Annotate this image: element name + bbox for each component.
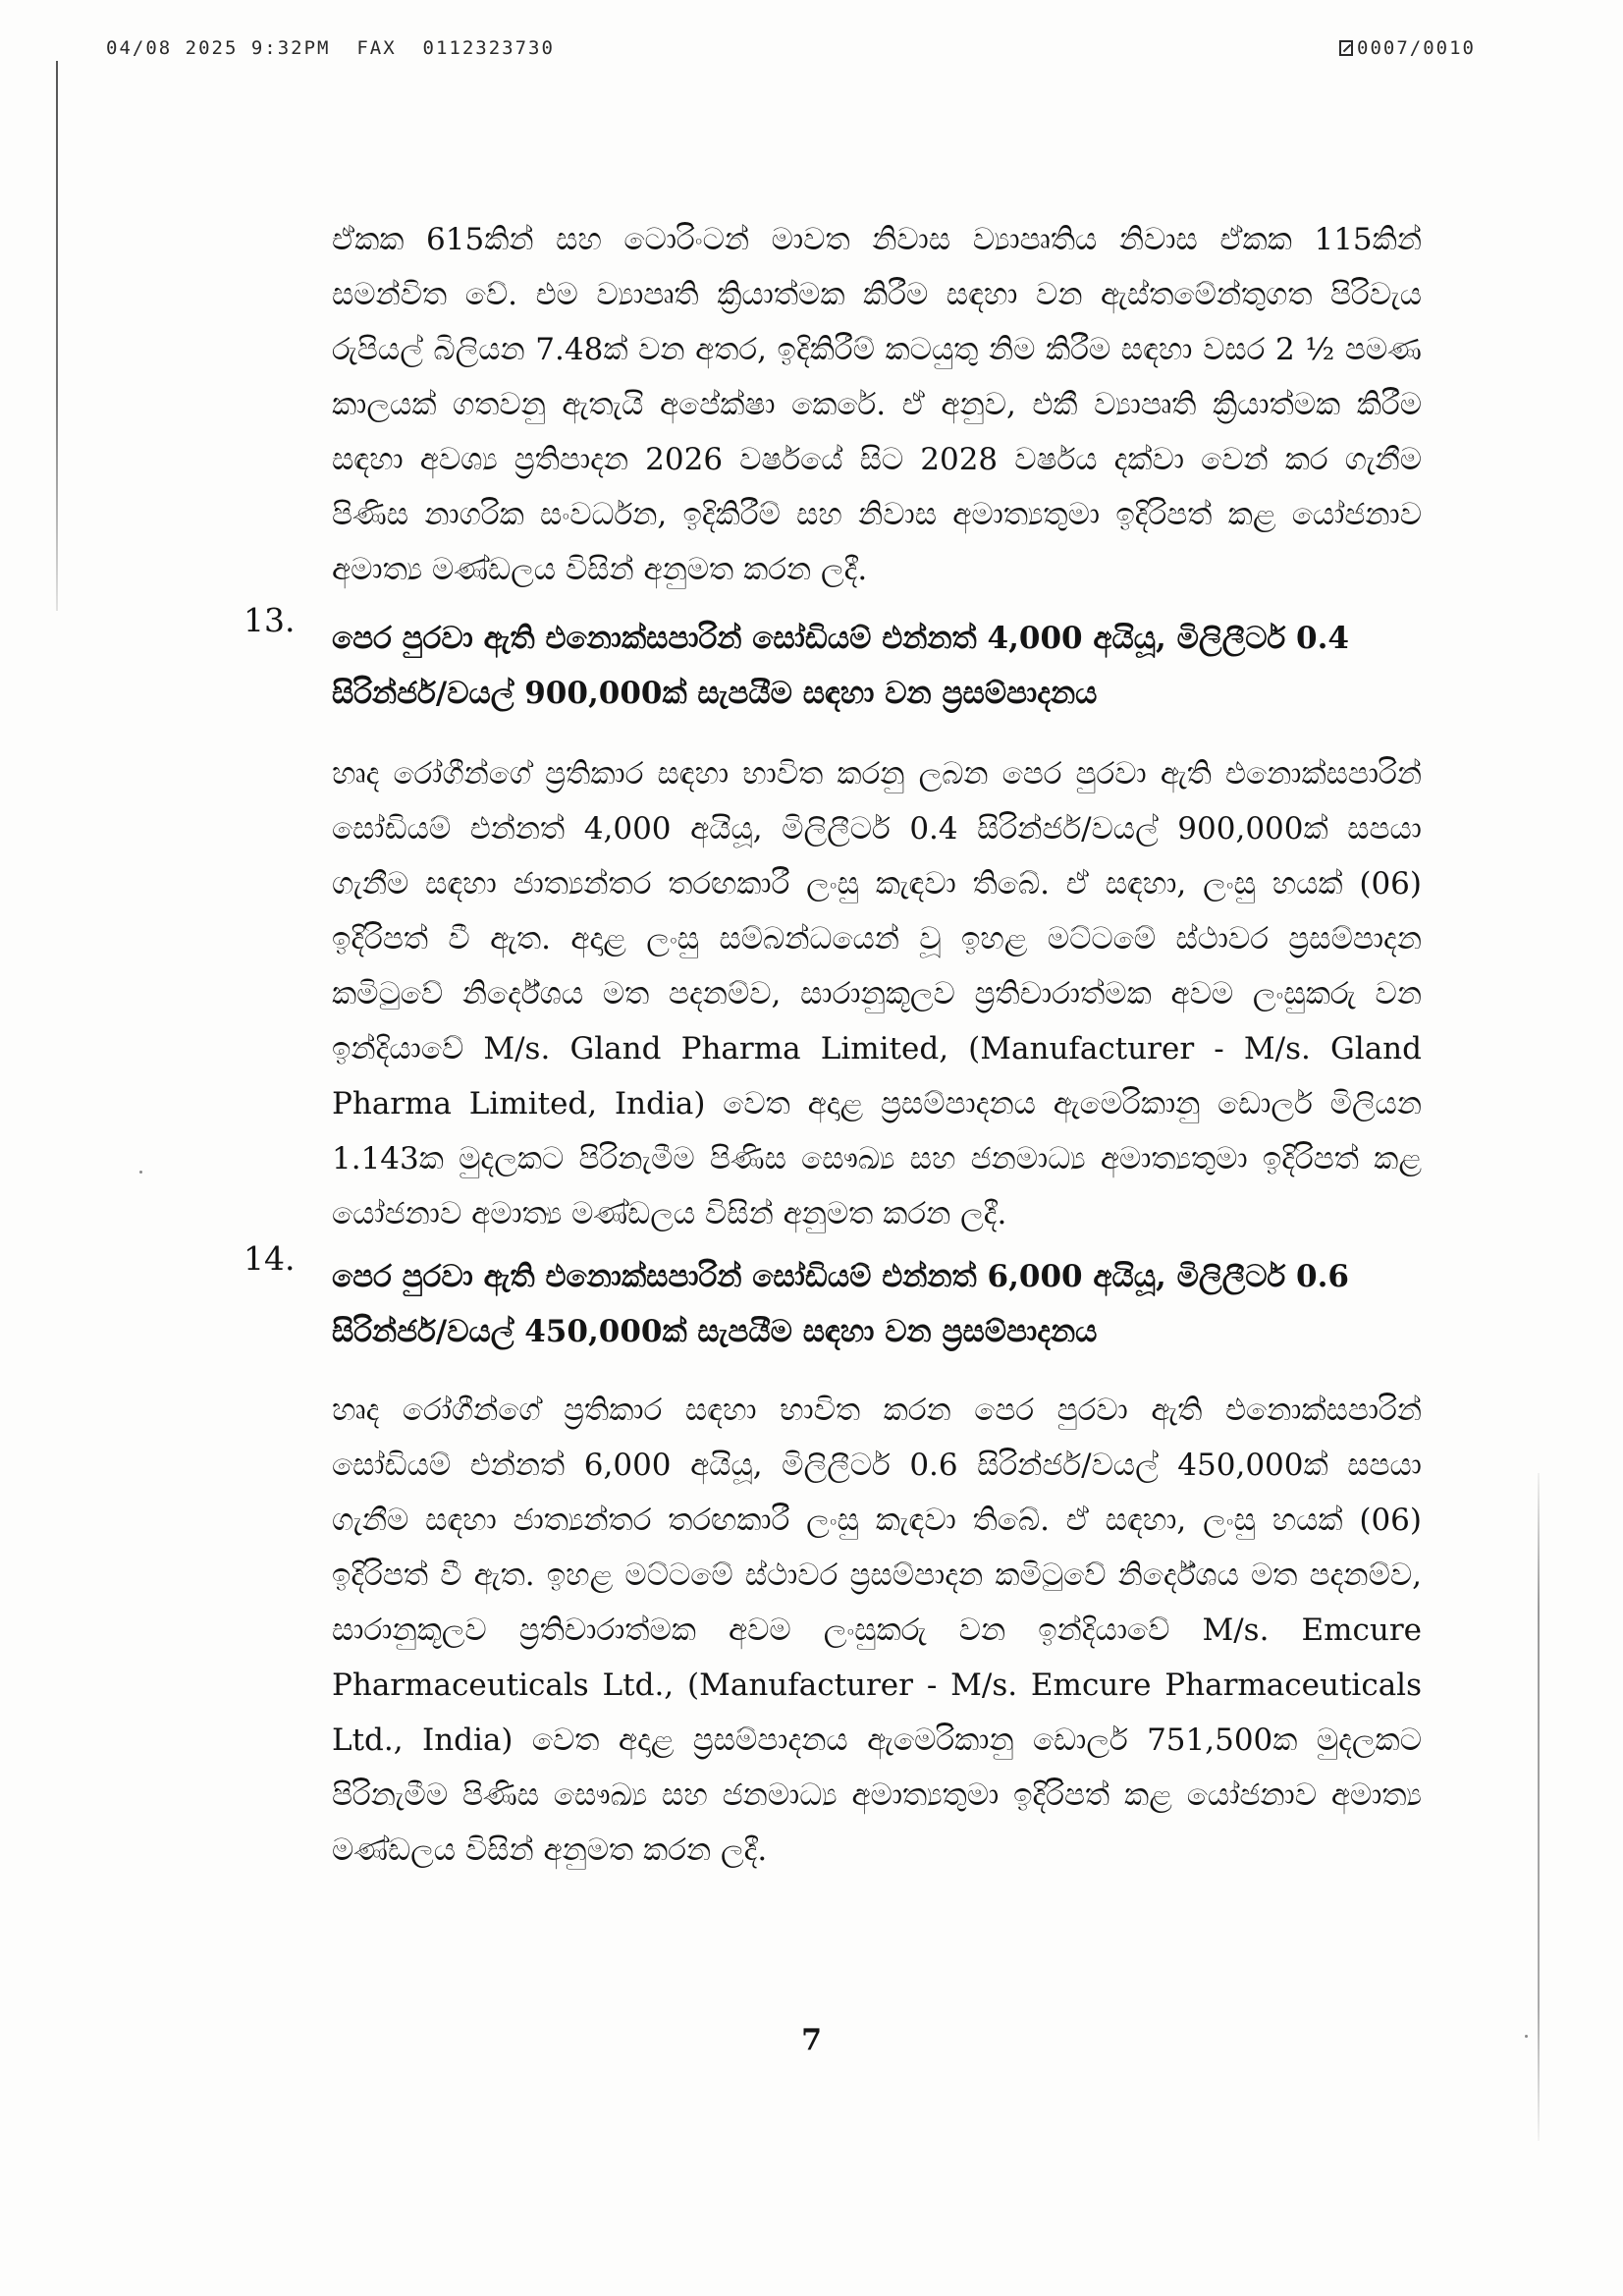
item-13-body: හෘද රෝගීන්ගේ ප්‍රතිකාර සඳහා භාවිත කරනු ලබන පෙර පුරවා ඇති එනොක්සපාරින් සෝඩියම් එන්නත් 4,000 අයියූ, මිලිලීටර් 0.4 සිරින්ජර්/වයල් 900,000ක් සපයා ගැනීම සඳහා ජාත්‍යන්තර තරඟකාරී ලංසු කැඳවා තිබේ. ඒ සඳහා, ලංසු හයක් (06) ඉදිරිපත් වී ඇත. අදාළ ලංසු සම්බන්ධයෙන් වූ ඉහළ මට්ටමේ ස්ථාවර ප්‍රසම්පාදන කමිටුවේ නිර්දේශය මත පදනම්ව, සාරානුකූලව ප්‍රතිචාරාත්මක අවම ලංසුකරු වන ඉන්දියාවේ M/s. Gland Pharma Limited, (Manufacturer - M/s. Gland Pharma Limited, India) වෙත අදාළ ප්‍රසම්පාදනය ඇමෙරිකානු ඩොලර් මිලියන 1.143ක මුදලකට පිරිනැමීම පිණිස සෞඛ්‍ය සහ ජනමාධ්‍ය අමාත්‍යතුමා ඉදිරිපත් කළ යෝජනාව අමාත්‍ය මණ්ඩලය විසින් අනුමත කරන ලදී.: [332, 756, 1422, 1231]
fax-page-icon: [1339, 40, 1353, 56]
item-14-number: 14.: [243, 1239, 296, 1278]
fax-header-right: [1339, 37, 1476, 59]
fax-header: [106, 37, 1476, 65]
item-14-title: පෙර පුරවා ඇති එනොක්සපාරින් සෝඩියම් එන්නත් 6,000 අයියූ, මිලිලීටර් 0.6 සිරින්ජර්/වයල් 450,000ක් සැපයීම සඳහා වන ප්‍රසම්පාදනය: [332, 1259, 1349, 1349]
fax-page-count: 0007/0010: [1357, 37, 1476, 59]
scan-margin-line: [56, 61, 58, 611]
fax-header-left: 04/08 2025 9:32PM FAX 0112323730: [106, 37, 555, 59]
scan-speck: [139, 1171, 142, 1174]
item-14-body: හෘද රෝගීන්ගේ ප්‍රතිකාර සඳහා භාවිත කරන පෙර පුරවා ඇති එනොක්සපාරින් සෝඩියම් එන්නත් 6,000 අයියූ, මිලිලීටර් 0.6 සිරින්ජර්/වයල් 450,000ක් සපයා ගැනීම සඳහා ජාත්‍යන්තර තරඟකාරී ලංසු කැඳවා තිබේ. ඒ සඳහා, ලංසු හයක් (06) ඉදිරිපත් වී ඇත. ඉහළ මට්ටමේ ස්ථාවර ප්‍රසම්පාදන කමිටුවේ නිර්දේශය මත පදනම්ව, සාරානුකූලව ප්‍රතිචාරාත්මක අවම ලංසුකරු වන ඉන්දියාවේ M/s. Emcure Pharmaceuticals Ltd., (Manufacturer - M/s. Emcure Pharmaceuticals Ltd., India) වෙත අදාළ ප්‍රසම්පාදනය ඇමෙරිකානු ඩොලර් 751,500ක මුදලකට පිරිනැමීම පිණිස සෞඛ්‍ය සහ ජනමාධ්‍ය අමාත්‍යතුමා ඉදිරිපත් කළ යෝජනාව අමාත්‍ය මණ්ඩලය විසින් අනුමත කරන ලදී.: [332, 1393, 1422, 1868]
item-13-number: 13.: [243, 601, 296, 639]
continuation-paragraph: ඒකක 615කින් සහ ටොරිංටන් මාවත නිවාස ව්‍යාපෘතිය නිවාස ඒකක 115කින් සමන්විත වේ. එම ව්‍යාපෘති ක්‍රියාත්මක කිරීම සඳහා වන ඇස්තමේන්තුගත පිරිවැය රුපියල් බිලියන 7.48ක් වන අතර, ඉදිකිරීම් කටයුතු නිම කිරීම සඳහා වසර 2 ½ පමණ කාලයක් ගතවනු ඇතැයි අපේක්ෂා කෙරේ. ඒ අනුව, එකී ව්‍යාපෘති ක්‍රියාත්මක කිරීම සඳහා අවශ්‍ය ප්‍රතිපාදන 2026 වර්ෂයේ සිට 2028 වර්ෂය දක්වා වෙන් කර ගැනීම පිණිස නාගරික සංවර්ධන, ඉදිකිරීම් සහ නිවාස අමාත්‍යතුමා ඉදිරිපත් කළ යෝජනාව අමාත්‍ය මණ්ඩලය විසින් අනුමත කරන ලදී.: [332, 222, 1422, 587]
item-13-title: පෙර පුරවා ඇති එනොක්සපාරින් සෝඩියම් එන්නත් 4,000 අයියූ, මිලිලීටර් 0.4 සිරින්ජර්/වයල් 900,000ක් සැපයීම සඳහා වන ප්‍රසම්පාදනය: [332, 621, 1349, 711]
page-number: 7: [801, 2023, 822, 2057]
